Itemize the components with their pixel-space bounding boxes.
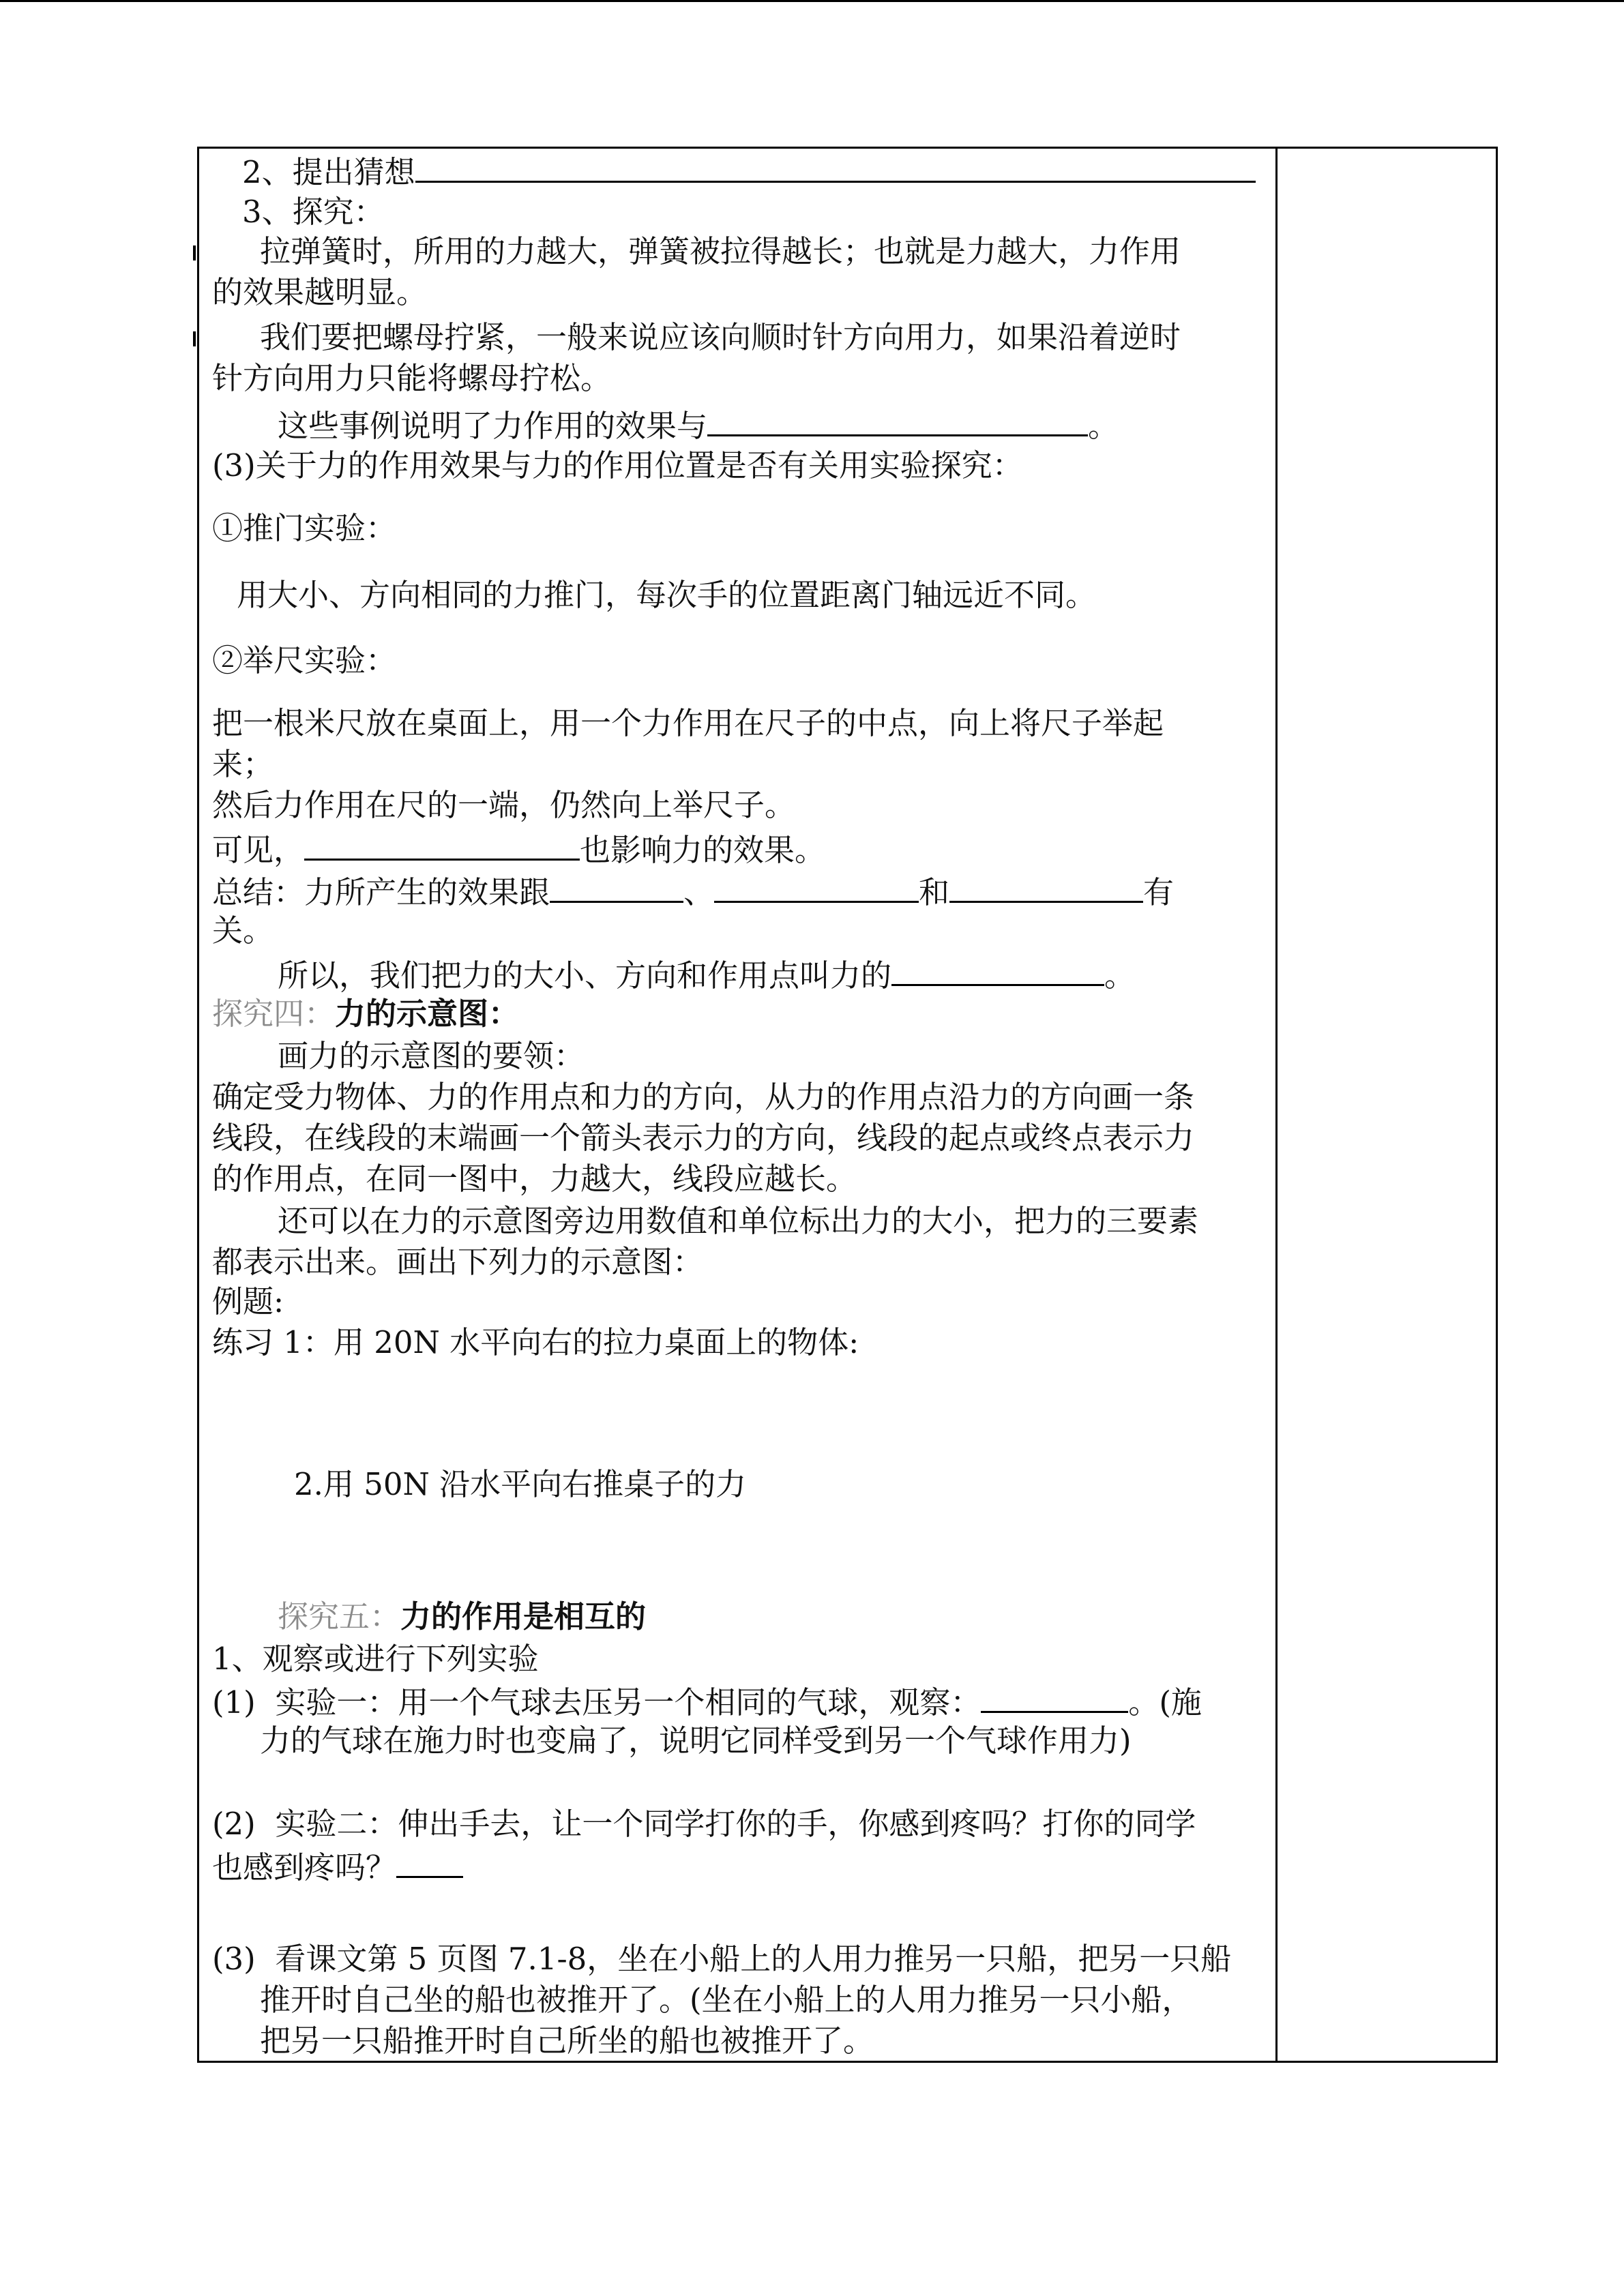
line-position-question: (3)关于力的作用效果与力的作用位置是否有关用实验探究： bbox=[212, 447, 1023, 483]
line-explore-heading: 3、探究： bbox=[242, 194, 385, 230]
answer-blank[interactable] bbox=[396, 1845, 463, 1878]
section-heading-5: 探究五：力的作用是相互的 bbox=[278, 1598, 647, 1635]
line-experiment-2-cont: 也感到疼吗？ bbox=[212, 1845, 463, 1888]
line-experiment-3: (3) 看课文第 5 页图 7.1-8，坐在小船上的人用力推另一只船，把另一只船 bbox=[212, 1941, 1232, 1977]
line-spring-cont: 的效果越明显。 bbox=[212, 274, 428, 310]
line-ruler-experiment: ②举尺实验： bbox=[212, 642, 397, 679]
answer-blank[interactable] bbox=[981, 1680, 1128, 1713]
line-exercise-1: 练习 1：用 20N 水平向右的拉力桌面上的物体: bbox=[212, 1324, 859, 1360]
line-diagram-rule-5: 都表示出来。画出下列力的示意图： bbox=[212, 1244, 704, 1280]
line-experiment-3-cont: 推开时自己坐的船也被推开了。(坐在小船上的人用力推另一只小船， bbox=[260, 1982, 1193, 2018]
line-ruler-desc-cont: 来； bbox=[212, 746, 274, 782]
page-top-border bbox=[0, 0, 1624, 2]
margin-mark bbox=[193, 331, 196, 346]
line-summary: 总结：力所产生的效果跟 、 和 有 bbox=[212, 869, 1174, 913]
answer-blank[interactable] bbox=[707, 403, 1088, 436]
line-diagram-rule-2: 线段，在线段的末端画一个箭头表示力的方向，线段的起点或终点表示力 bbox=[212, 1120, 1195, 1156]
line-diagram-rules: 画力的示意图的要领： bbox=[278, 1038, 585, 1074]
margin-mark bbox=[193, 245, 196, 260]
line-effect-direction: 这些事例说明了力作用的效果与 。 bbox=[278, 403, 1119, 447]
line-example: 例题: bbox=[212, 1283, 284, 1320]
answer-blank[interactable] bbox=[714, 869, 919, 903]
line-experiment-2: (2) 实验二：伸出手去，让一个同学打你的手，你感到疼吗？打你的同学 bbox=[212, 1806, 1196, 1842]
line-ruler-desc: 把一根米尺放在桌面上，用一个力作用在尺子的中点，向上将尺子举起 bbox=[212, 705, 1164, 741]
line-door-experiment: ①推门实验： bbox=[212, 510, 397, 546]
answer-blank[interactable] bbox=[304, 827, 580, 861]
line-nut-cont: 针方向用力只能将螺母拧松。 bbox=[212, 360, 612, 396]
line-observe: 1、观察或进行下列实验 bbox=[212, 1641, 539, 1677]
answer-blank[interactable] bbox=[550, 869, 683, 903]
line-spring: 拉弹簧时，所用的力越大，弹簧被拉得越长；也就是力越大，力作用 bbox=[260, 233, 1181, 269]
line-hypothesis: 2、提出猜想 bbox=[242, 149, 1256, 193]
line-conclusion: 可见， 也影响力的效果。 bbox=[212, 827, 825, 871]
worksheet-content bbox=[212, 147, 1263, 2059]
answer-blank[interactable] bbox=[891, 953, 1104, 986]
line-door-desc: 用大小、方向相同的力推门，每次手的位置距离门轴远近不同。 bbox=[237, 577, 1097, 613]
section-heading-4: 探究四：力的示意图： bbox=[212, 996, 520, 1032]
line-diagram-rule-3: 的作用点，在同一图中，力越大，线段应越长。 bbox=[212, 1161, 857, 1197]
line-exercise-2: 2.用 50N 沿水平向右推桌子的力 bbox=[294, 1466, 747, 1502]
answer-blank[interactable] bbox=[949, 869, 1143, 903]
table-column-divider bbox=[1275, 147, 1278, 2063]
line-diagram-rule-1: 确定受力物体、力的作用点和力的方向，从力的作用点沿力的方向画一条 bbox=[212, 1079, 1195, 1115]
line-experiment-1: (1) 实验一：用一个气球去压另一个相同的气球，观察： 。(施 bbox=[212, 1680, 1202, 1723]
line-experiment-3-end: 把另一只船推开时自己所坐的船也被推开了。 bbox=[260, 2023, 874, 2059]
line-three-elements: 所以，我们把力的大小、方向和作用点叫力的 。 bbox=[278, 953, 1135, 996]
answer-blank[interactable] bbox=[415, 149, 1256, 183]
line-diagram-rule-4: 还可以在力的示意图旁边用数值和单位标出力的大小，把力的三要素 bbox=[278, 1203, 1199, 1239]
line-experiment-1-cont: 力的气球在施力时也变扁了，说明它同样受到另一个气球作用力) bbox=[260, 1723, 1132, 1759]
line-ruler-end: 然后力作用在尺的一端，仍然向上举尺子。 bbox=[212, 787, 796, 823]
line-nut: 我们要把螺母拧紧，一般来说应该向顺时针方向用力，如果沿着逆时 bbox=[260, 319, 1181, 355]
line-summary-cont: 关。 bbox=[212, 912, 274, 949]
